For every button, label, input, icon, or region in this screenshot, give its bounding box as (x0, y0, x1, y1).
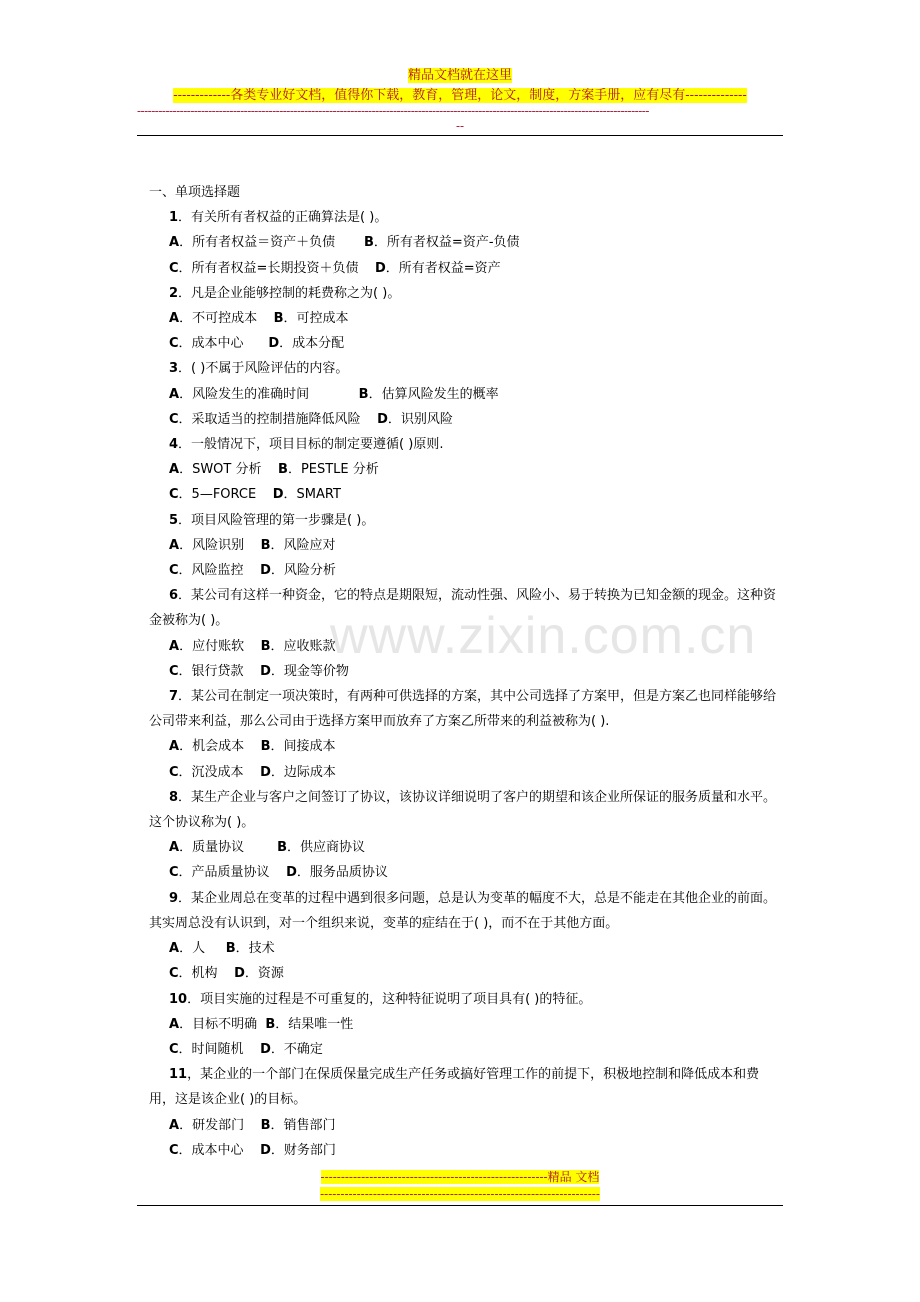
option-letter: D (377, 411, 388, 427)
option-letter: B (260, 739, 271, 755)
option-text: ．成本分配 (279, 336, 345, 352)
question-text: ．某生产企业与客户之间签订了协议，该协议详细说明了客户的期望和该企业所保证的服务质量和水平。这个协议称为( )。 (149, 789, 777, 831)
watermark: www.zixin.com.cn (330, 607, 757, 665)
option-text: ．风险应对 (270, 537, 336, 553)
option-row (149, 734, 779, 759)
question-list (149, 180, 779, 1163)
option-letter: B (273, 311, 284, 327)
question-3 (149, 356, 779, 381)
option-letter: C (169, 1041, 179, 1057)
option-text: ．风险分析 (270, 563, 336, 579)
option-row (149, 533, 779, 558)
option-text: ．SMART (283, 487, 341, 503)
option-row (149, 382, 779, 407)
header-dash-line: ------------------------------------------------------------------------------------------------------------------------------------------------ (137, 104, 649, 118)
question-text: ．( )不属于风险评估的内容。 (178, 361, 349, 377)
question-2 (149, 281, 779, 306)
option-text: ．服务品质协议 (296, 865, 388, 881)
question-7 (149, 684, 779, 734)
option-letter: A (169, 1117, 180, 1133)
option-row (149, 634, 779, 659)
question-number: 7 (169, 689, 179, 705)
header-dash-tail: -- (455, 119, 465, 133)
question-text: ，某企业的一个部门在保质保量完成生产任务或搞好管理工作的前提下，积极地控制和降低成本和费用，这是该企业( )的目标。 (149, 1067, 760, 1108)
option-text: ．所有者权益=资产 (385, 260, 501, 276)
option-text: ．5—FORCE (178, 487, 273, 503)
question-number: 3 (169, 361, 179, 377)
option-letter: C (169, 411, 179, 427)
option-text: ．机构 (178, 966, 235, 982)
option-text: ．SWOT 分析 (179, 462, 279, 478)
option-text: ．所有者权益＝资产＋负债 (179, 235, 364, 251)
option-text: ．机会成本 (179, 739, 261, 755)
option-text: ．财务部门 (270, 1142, 336, 1158)
option-letter: C (169, 764, 179, 780)
option-text: ．销售部门 (270, 1117, 336, 1133)
question-9 (149, 886, 779, 936)
option-letter: A (169, 638, 180, 654)
option-letter: D (272, 487, 284, 503)
option-letter: C (169, 1142, 179, 1158)
option-letter: C (169, 865, 179, 881)
question-number: 4 (169, 437, 179, 453)
option-letter: B (225, 941, 236, 957)
option-letter: B (358, 386, 369, 402)
question-5 (149, 508, 779, 533)
option-text: ．产品质量协议 (178, 865, 287, 881)
option-letter: C (169, 966, 179, 982)
option-text: ．目标不明确 (179, 1016, 266, 1032)
header-title: 精品文档就在这里 (407, 68, 512, 83)
footer-line-1: --------------------------------------------------------精品 文档 (320, 1170, 600, 1184)
option-row (149, 860, 779, 885)
option-row (149, 659, 779, 684)
option-text: ．间接成本 (270, 739, 336, 755)
question-text: ．某公司有这样一种资金，它的特点是期限短，流动性强、风险小、易于转换为已知金额的现金。这种资金被称为( )。 (149, 588, 777, 629)
question-number: 1 (169, 210, 179, 226)
option-text: ．边际成本 (270, 764, 336, 780)
option-letter: B (278, 462, 288, 478)
option-text: ．现金等价物 (270, 663, 349, 679)
option-text: ．PESTLE 分析 (287, 462, 379, 478)
option-text: ．应付账软 (179, 638, 261, 654)
option-row (149, 482, 779, 507)
option-text: ．识别风险 (387, 411, 453, 427)
question-number: 11 (169, 1067, 188, 1083)
question-number: 2 (169, 285, 179, 301)
option-row (149, 1037, 779, 1062)
option-letter: C (169, 336, 179, 352)
option-text: ．应收账款 (270, 638, 336, 654)
option-text: ．可控成本 (283, 311, 349, 327)
header-rule (137, 135, 783, 136)
option-letter: C (169, 260, 179, 276)
question-text: ．凡是企业能够控制的耗费称之为( )。 (178, 285, 401, 301)
option-letter: C (169, 663, 179, 679)
option-text: ．采取适当的控制措施降低风险 (178, 411, 378, 427)
option-letter: D (260, 1041, 271, 1057)
option-text: ．结果唯一性 (275, 1016, 354, 1032)
option-text: ．估算风险发生的概率 (368, 386, 499, 402)
option-text: ．不确定 (270, 1041, 323, 1057)
option-row (149, 558, 779, 583)
option-text: ．技术 (235, 941, 275, 957)
option-row (149, 760, 779, 785)
option-text: ．供应商协议 (287, 840, 366, 856)
section-title: 一、单项选择题 (149, 185, 241, 200)
option-text: ．资源 (244, 966, 284, 982)
option-letter: D (374, 260, 386, 276)
option-letter: D (260, 764, 271, 780)
option-letter: D (260, 563, 271, 579)
question-number: 5 (169, 512, 179, 528)
question-10 (149, 987, 779, 1012)
option-text: ．时间随机 (178, 1041, 261, 1057)
question-1 (149, 205, 779, 230)
option-letter: A (169, 235, 180, 251)
option-letter: A (169, 462, 180, 478)
question-text: ．某公司在制定一项决策时，有两种可供选择的方案，其中公司选择了方案甲，但是方案乙也同样能够给公司带来利益，那么公司由于选择方案甲而放弃了方案乙所带来的利益被称为( ). (149, 689, 777, 730)
option-letter: B (265, 1016, 276, 1032)
header-subtitle: -------------各类专业好文档，值得你下载，教育，管理，论文，制度，方案手册，应有尽有-------------- (173, 88, 747, 103)
option-letter: D (260, 663, 271, 679)
option-letter: A (169, 1016, 180, 1032)
question-4 (149, 432, 779, 457)
option-letter: C (169, 487, 179, 503)
question-number: 10 (169, 991, 188, 1007)
option-letter: A (169, 840, 180, 856)
option-text: ．人 (179, 941, 226, 957)
question-number: 9 (169, 890, 179, 906)
option-letter: A (169, 739, 180, 755)
option-text: ．质量协议 (179, 840, 278, 856)
option-row (149, 256, 779, 281)
question-8 (149, 785, 779, 835)
option-text: ．成本中心 (178, 1142, 261, 1158)
option-text: ．风险监控 (178, 563, 261, 579)
option-text: ．风险发生的准确时间 (179, 386, 359, 402)
option-row (149, 835, 779, 860)
option-row (149, 1138, 779, 1163)
option-row (149, 1012, 779, 1037)
option-letter: A (169, 386, 180, 402)
option-letter: B (364, 235, 374, 251)
option-row (149, 230, 779, 255)
question-number: 6 (169, 588, 179, 604)
question-text: ．项目风险管理的第一步骤是( )。 (178, 512, 375, 528)
option-text: ．所有者权益=长期投资＋负债 (178, 260, 375, 276)
option-text: ．不可控成本 (179, 311, 274, 327)
question-number: 8 (169, 789, 179, 805)
option-text: ．研发部门 (179, 1117, 261, 1133)
option-row (149, 306, 779, 331)
option-row (149, 1113, 779, 1138)
option-letter: B (260, 537, 271, 553)
option-text: ．所有者权益=资产-负债 (373, 235, 520, 251)
option-text: ．银行贷款 (178, 663, 261, 679)
option-text: ．成本中心 (178, 336, 269, 352)
question-text: ．一般情况下，项目目标的制定要遵循( )原则. (178, 437, 444, 453)
option-letter: B (260, 638, 271, 654)
option-text: ．沉没成本 (178, 764, 261, 780)
question-text: ．有关所有者权益的正确算法是( )。 (178, 210, 388, 226)
option-letter: D (260, 1142, 271, 1158)
option-letter: B (277, 840, 288, 856)
option-letter: D (286, 865, 297, 881)
option-letter: A (169, 537, 180, 553)
option-letter: B (260, 1117, 271, 1133)
question-text: ．项目实施的过程是不可重复的，这种特征说明了项目具有( )的特征。 (187, 991, 592, 1007)
option-row (149, 407, 779, 432)
option-letter: C (169, 563, 179, 579)
option-letter: D (268, 336, 280, 352)
footer-rule (137, 1205, 783, 1206)
question-6 (149, 583, 779, 633)
option-letter: A (169, 311, 180, 327)
option-row (149, 457, 779, 482)
option-text: ．风险识别 (179, 537, 261, 553)
option-letter: A (169, 941, 180, 957)
option-row (149, 936, 779, 961)
question-text: ．某企业周总在变革的过程中遇到很多问题，总是认为变革的幅度不大，总是不能走在其他企业的前面。其实周总没有认识到，对一个组织来说，变革的症结在于( )，而不在于其他方面。 (149, 890, 777, 931)
question-11 (149, 1062, 779, 1112)
option-row (149, 961, 779, 986)
footer-line-2: --------------------------------------------------------------------- (320, 1187, 600, 1201)
option-row (149, 331, 779, 356)
option-letter: D (234, 966, 245, 982)
